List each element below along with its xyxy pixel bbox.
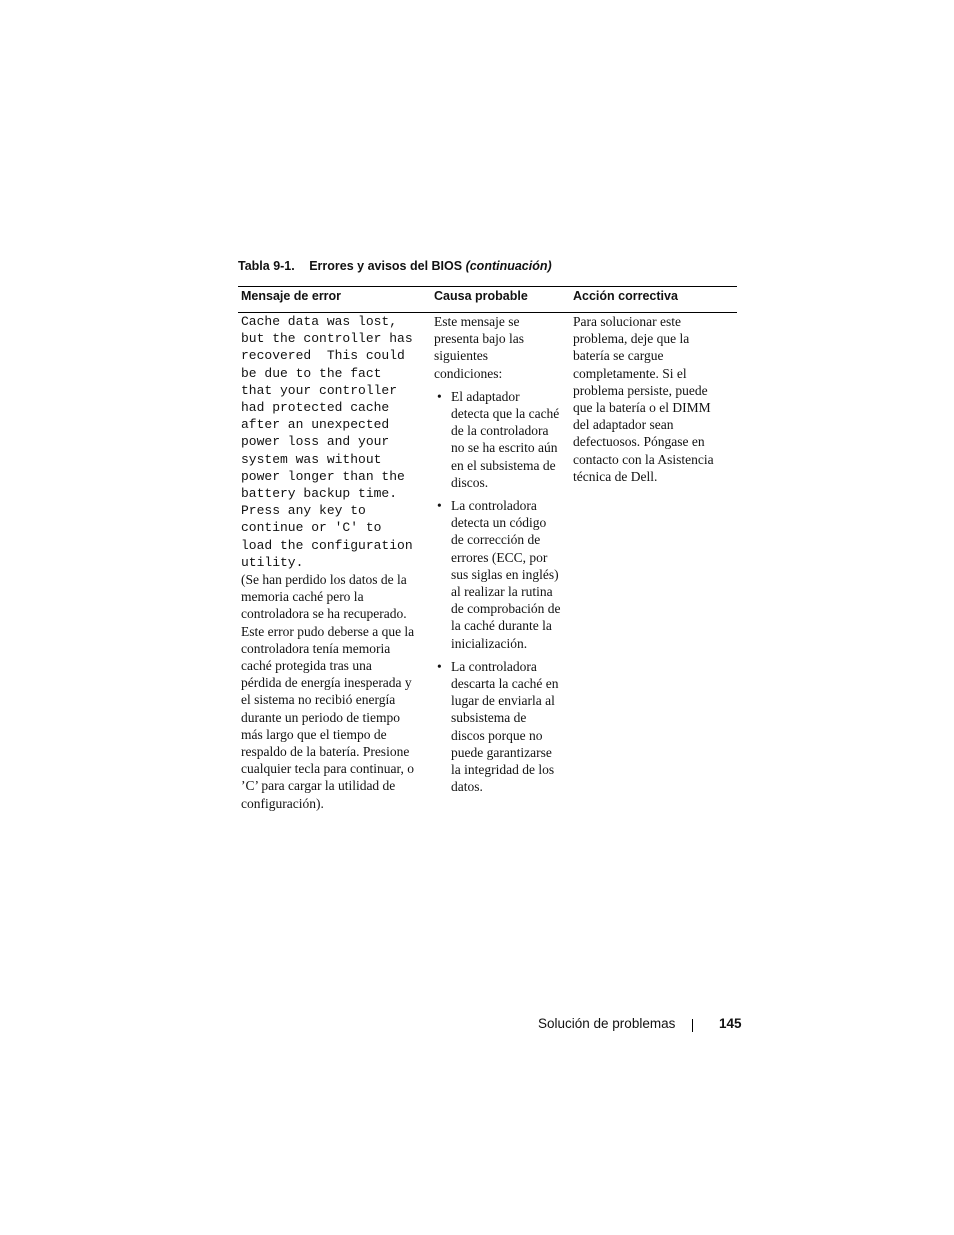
- table-number: Tabla 9-1.: [238, 259, 295, 273]
- cause-bullet-line: en el subsistema de: [451, 457, 556, 473]
- cause-bullet-line: detecta un código: [451, 515, 547, 531]
- error-code-line: but the controller has: [241, 331, 413, 347]
- error-code-line: Press any key to: [241, 503, 366, 519]
- error-translation-line: caché protegida tras una: [241, 658, 372, 674]
- cause-bullet-line: la integridad de los: [451, 762, 555, 778]
- cause-intro-line: siguientes: [434, 348, 488, 364]
- action-line: problema persiste, puede: [573, 382, 708, 398]
- error-translation-line: ’C’ para cargar la utilidad de: [241, 778, 396, 794]
- error-code-line: after an unexpected: [241, 417, 390, 433]
- error-translation-line: Este error pudo deberse a que la: [241, 623, 415, 639]
- error-translation-line: respaldo de la batería. Presione: [241, 744, 410, 760]
- error-code-block: [241, 313, 431, 571]
- table-title: Errores y avisos del BIOS: [309, 259, 463, 273]
- error-code-line: power loss and your: [241, 434, 390, 450]
- error-code-line: battery backup time.: [241, 486, 398, 502]
- cause-bullet-line: descarta la caché en: [451, 676, 559, 692]
- table-top-rule: [238, 286, 737, 287]
- table-continued-label: (continuación): [465, 259, 552, 273]
- cause-intro-line: Este mensaje se: [434, 314, 520, 329]
- cause-bullet-line: no se ha escrito aún: [451, 440, 558, 456]
- action-line: del adaptador sean: [573, 417, 674, 433]
- table-caption: [238, 259, 552, 273]
- error-translation-line: el sistema no recibió energía: [241, 692, 396, 708]
- error-translation-line: durante un periodo de tiempo: [241, 709, 400, 725]
- error-translation-line: (Se han perdido los datos de la: [241, 572, 407, 588]
- cause-bullet-line: errores (ECC, por: [451, 549, 548, 565]
- error-code-line: load the configuration: [241, 537, 413, 553]
- action-line: batería se cargue: [573, 348, 664, 364]
- cause-bullet-line: datos.: [451, 779, 483, 795]
- error-code-line: be due to the fact: [241, 365, 382, 381]
- cause-bullet-line: discos.: [451, 474, 489, 490]
- cause-bullet-item: [434, 497, 568, 652]
- cause-bullet-line: inicialización.: [451, 635, 528, 651]
- bullet-icon: •: [437, 388, 442, 404]
- probable-cause-cell: [434, 313, 568, 801]
- action-line: Para solucionar este: [573, 314, 681, 329]
- cause-bullet-line: sus siglas en inglés): [451, 566, 559, 582]
- error-code-line: utility.: [241, 554, 304, 570]
- header-error-message: Mensaje de error: [241, 289, 342, 303]
- cause-intro-line: condiciones:: [434, 365, 503, 381]
- cause-bullet-line: subsistema de: [451, 710, 527, 726]
- bullet-icon: •: [437, 658, 442, 674]
- error-translation-line: pérdida de energía inesperada y: [241, 675, 412, 691]
- action-line: que la batería o el DIMM: [573, 400, 711, 416]
- bullet-icon: •: [437, 498, 442, 514]
- action-line: contacto con la Asistencia: [573, 451, 714, 467]
- error-code-line: system was without: [241, 451, 382, 467]
- action-line: técnica de Dell.: [573, 468, 658, 484]
- cause-bullet-line: discos porque no: [451, 727, 543, 743]
- footer-separator: [692, 1019, 693, 1032]
- error-translation-line: controladora tenía memoria: [241, 640, 391, 656]
- cause-bullet-line: El adaptador: [451, 388, 520, 404]
- cause-bullet-line: al realizar la rutina: [451, 584, 553, 600]
- error-code-line: continue or 'C' to: [241, 520, 382, 536]
- cause-bullet-line: detecta que la caché: [451, 406, 560, 422]
- error-code-line: Cache data was lost,: [241, 314, 398, 329]
- cause-intro: [434, 313, 568, 382]
- cause-bullet-line: lugar de enviarla al: [451, 693, 555, 709]
- error-message-cell: [241, 313, 431, 812]
- cause-bullet-line: puede garantizarse: [451, 744, 552, 760]
- action-line: defectuosos. Póngase en: [573, 434, 705, 450]
- error-translation: [241, 571, 431, 812]
- cause-bullet-line: la caché durante la: [451, 618, 552, 634]
- action-line: completamente. Si el: [573, 365, 687, 381]
- action-text: [573, 313, 733, 485]
- cause-list: [434, 388, 568, 796]
- action-line: problema, deje que la: [573, 331, 690, 347]
- error-code-line: that your controller: [241, 382, 398, 398]
- header-probable-cause: Causa probable: [434, 289, 528, 303]
- cause-bullet-line: La controladora: [451, 498, 537, 514]
- error-code-line: power longer than the: [241, 468, 405, 484]
- cause-bullet-item: [434, 658, 568, 796]
- cause-bullet-line: de comprobación de: [451, 601, 561, 617]
- corrective-action-cell: [573, 313, 733, 485]
- cause-bullet-line: La controladora: [451, 658, 537, 674]
- error-translation-line: configuración).: [241, 795, 324, 811]
- footer-section-title: Solución de problemas: [538, 1016, 676, 1031]
- page-number: 145: [719, 1016, 742, 1031]
- cause-bullet-line: de la controladora: [451, 423, 549, 439]
- error-translation-line: más largo que el tiempo de: [241, 726, 387, 742]
- error-translation-line: cualquier tecla para continuar, o: [241, 761, 414, 777]
- error-code-line: recovered This could: [241, 348, 405, 364]
- error-translation-line: controladora se ha recuperado.: [241, 606, 407, 622]
- cause-intro-line: presenta bajo las: [434, 331, 524, 347]
- error-translation-line: memoria caché pero la: [241, 589, 364, 605]
- error-code-line: had protected cache: [241, 400, 390, 416]
- cause-bullet-line: de corrección de: [451, 532, 541, 548]
- header-corrective-action: Acción correctiva: [573, 289, 678, 303]
- cause-bullet-item: [434, 388, 568, 491]
